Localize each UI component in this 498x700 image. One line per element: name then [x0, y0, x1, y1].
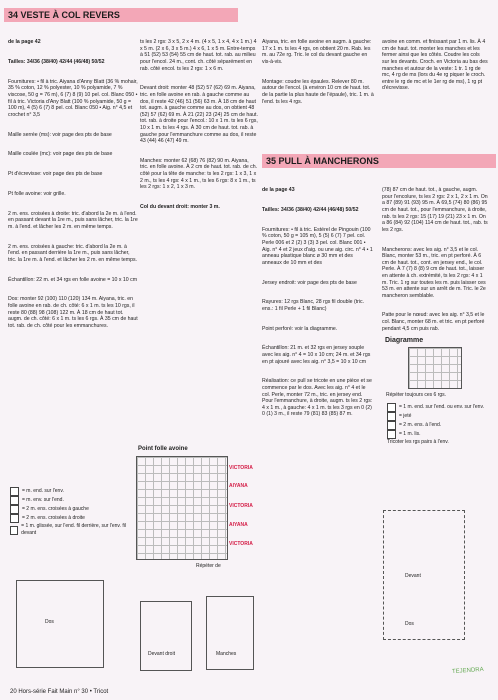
left-col2-block-3: Manches: monter 62 (68) 76 (82) 90 m. Aiyana, tric. en folle avoine. À 2 cm de haut. tot. rab. de ch. côté pour la tête de manche: ts les 2 rgs: 1 x 3, 1 x 2 m., ts les 4 rgs: 4 x 1 m., ts les 6 rgs: 8 x 1 m., ts les 2 rgs: 1 x 2, 1 x 3 m.	[140, 157, 259, 191]
right-realisation: Réalisation: ce pull se tricote en une pièce et se commence par le dos. Avec les aig. n° 4 et le col. Perle, monter 72 m., tric. en jersey end. Pour l'emmanchure, à droite, augm. ts les 2 rgs: 4 x 1 m., à gauche: 4 x 1 m. ts les 3 rgs en 0 (2) 0 (1) 3 m., il reste 79 (81) 83 (85) 87 m.	[262, 378, 374, 418]
folle-avoine-grid	[136, 456, 228, 560]
schema-pull-front	[383, 510, 465, 640]
legend-item: = jeté	[399, 413, 412, 419]
signature-watermark: TEJENDRA	[452, 666, 485, 676]
grid-label-2: AIYANA	[229, 483, 248, 489]
diagram-note: Répéter toujours ces 6 rgs.	[386, 392, 447, 398]
yarnover-symbol-icon	[387, 412, 396, 421]
grid-label-5: VICTORIA	[229, 541, 253, 547]
legend-item: = m. end. sur l'env.	[22, 488, 64, 494]
right-lower-column-1	[262, 174, 374, 669]
right-top-block-1: Aiyana, tric. en folle avoine en augm. à gauche: 17 x 1 m. ts les 4 rgs, on obtient 20 m. Rab. les m. au 72e rg. Tric. le col du devant gauche en vis-à-vis.	[262, 39, 373, 65]
left-stitch-4: Pt folle avoine: voir grille.	[8, 190, 66, 197]
right-lower-block-3: Patte pour le nœud: avec les aig. n° 3,5 et le col. Blanc, monter 68 m. et tric. en pt perforé pendant 4,5 cm puis rab.	[382, 312, 486, 332]
grid-footer: Répéter de	[196, 563, 221, 569]
right-source: de la page 43	[262, 187, 295, 194]
grid-title: Point folle avoine	[138, 446, 188, 452]
cross-right-symbol-icon	[10, 514, 19, 523]
right-jersey: Jersey endroit: voir page des pts de base	[262, 279, 357, 286]
left-col2-block-2: Devant droit: monter 48 (52) 57 (62) 69 m. Aiyana, tric. en folle avoine en rab. à gauche comme au dos, il reste 42 (46) 51 (56) 63 m. À 18 cm de haut tot. augm. à gauche comme au dos, on obtient 48 (52) 57 (62) 69 m. À 21 (22) 23 (24) 25 cm de haut. tot. rab. à droite pour l'encol.: 10 x 1 m. ts les 6 rgs, 10 x 1 m. ts les 4 rgs. À 30 cm de haut. tot. rab. à gauche pour l'emmanchure comme au dos, il reste 43 (44) 46 (47) 49 m.	[140, 85, 260, 145]
left-col2-block-4: Col du devant droit: monter 3 m.	[140, 204, 220, 211]
right-lower-block-2: Mancherons: avec les aig. n° 3,5 et le col. Blanc, monter 53 m., tric. en pt perforé. À 6 cm de haut. tot., cont. en jersey end., le col. Perle. À 7 (7) 8 (8) 9 cm de haut. tot., laisser en attente à ch. extrémité, ts les 2 rgs: 4 x 1 m. Tric. 1 rg sur toutes les m. puis laisser ces 53 m. en attente sur un arrêt de m. Tric. le 2e mancheron semblable.	[382, 246, 488, 299]
right-lower-block-1: (78) 87 cm de haut. tot., à gauche, augm. pour l'encolure, ts les 2 rgs: 2 x 1, 2 x 1 m. On a 87 (89) 91 (93) 95 m. À 69,5 (74) 80 (86) 95 cm de haut. tot., pour l'emmanchure, à droite, rab. ts les 2 rgs: 15 (17) 19 (21) 23 x 1 m. On a 86 (84) 92 (104) 114 cm de haut. tot., rab. ts les 2 rgs.	[382, 187, 490, 233]
schema-label-devant: Devant	[405, 573, 421, 579]
left-column-2	[140, 26, 258, 446]
left-supplies: Fournitures: • fil à tric. Aiyana d'Anny Blatt (36 % mohair, 35 % coton, 12 % polyester, 10 % polyamide, 7 % viscose, 50 g = 76 m), 6 (7) 8 (9) 10 pel. col. Blanc 050 • fil à tric. Victoria d'Any Blatt (100 % polyamide, 50 g = 100 m), 4 (5) 6 (7) 8 pel. col. Blanc 050 • Aig. n° 4,5 et crochet n° 3,5	[8, 78, 140, 118]
k2tog-symbol-icon	[387, 421, 396, 430]
left-stitch-5: 2 m. ens. croisées à droite: tric. d'abord la 2e m. à l'end. en passant devant la 1re m., puis sans lâcher, tric. la 1re m. à l'end. et lâcher les 2 m. en même temps.	[8, 210, 140, 230]
legend-item: = 1 m. end. sur l'end. ou env. sur l'env.	[399, 404, 484, 410]
right-gauge: Échantillon: 21 m. et 32 rgs en jersey souple avec les aig. n° 4 = 10 x 10 cm; 24 m. et 34 rgs en pt ajouré avec les aig. n° 3,5 = 10 x 10 cm	[262, 345, 372, 365]
left-section-title: 34 VESTE À COL REVERS	[4, 8, 238, 22]
schema-label-dos-right: Dos	[405, 621, 414, 627]
legend-item: = 1 m. glissée, sur l'end. fil derrière, sur l'env. fil devant	[21, 523, 126, 536]
page-footer: 20 Hors-série Fait Main n° 30 • Tricot	[10, 689, 109, 695]
left-stitch-3: Pt d'écrevisse: voir page des pts de base	[8, 171, 103, 178]
right-point: Point perforé: voir la diagramme.	[262, 325, 338, 332]
right-section-title: 35 PULL À MANCHERONS	[262, 154, 496, 168]
right-top-block-2: Montage: coudre les épaules. Relever 80 m. autour de l'encol. (à environ 10 cm de haut. tot. de la partie la plus haute de l'épaule), tric. 1 m. à l'end. ts les 4 rgs.	[262, 78, 376, 105]
knit-symbol-icon	[387, 403, 396, 412]
grid-label-3: VICTORIA	[229, 503, 253, 509]
left-stitch-2: Maille coulée (mc): voir page des pts de base	[8, 151, 113, 158]
right-top-block-3: avoine en comm. et finissant par 1 m. lis. À 4 cm de haut. tot. monter les manches et les fermer ainsi que les côtés. Coudre les cols sur les devants. Croch. en Victoria au bas des manches et autour de la veste: 1 tr. 1 rg de mc, 4 rg de ms (lors du 4e rg piquer le croch. entre le rg de mc et le 1er rg de ms), 1 rg pt d'écrevisse.	[382, 39, 490, 92]
right-stripes: Rayures: 12 rgs Blanc, 28 rgs fil double (tric. ens.: 1 fil Perle + 1 fil Blanc)	[262, 299, 366, 312]
legend-item: = 2 m. ens. croisées à droite	[22, 515, 85, 521]
cross-left-symbol-icon	[10, 505, 19, 514]
knit-symbol-icon	[10, 496, 19, 505]
legend-item: = 2 m. ens. croisées à gauche	[22, 506, 89, 512]
schema-manches	[206, 596, 254, 670]
legend-item: = 2 m. ens. à l'end.	[399, 422, 442, 428]
diagram-title: Diagramme	[385, 337, 424, 344]
right-column-1	[262, 26, 374, 146]
slip-stitch-symbol-icon	[10, 526, 18, 535]
left-stitch-1: Maille serrée (ms): voir page des pts de base	[8, 131, 112, 138]
lace-legend	[387, 403, 487, 446]
stitch-legend	[10, 487, 128, 537]
schema-dos	[16, 580, 104, 668]
right-lower-column-2	[382, 174, 490, 332]
grid-label-1: VICTORIA	[229, 465, 253, 471]
right-supplies: Fournitures: • fil à tric. Estérel de Pingouin (100 % coton, 50 g = 105 m), 5 (5) 6 (7) 7 pel. col. Perle 006 et 2 (2) 3 (3) 3 pel. col. Blanc 001 • Aig. n° 4 et 2 jeux d'aig. ou une aig. circ. n° 4 • 1 anneau plastique blanc ø 30 mm et des anneaux de 10 mm et des	[262, 226, 375, 266]
right-column-2	[382, 26, 488, 146]
schema-label-devant-droit: Devant droit	[148, 651, 175, 657]
legend-item: = m. env. sur l'end.	[22, 497, 64, 503]
purl-symbol-icon	[10, 487, 19, 496]
left-col2-block-1: ts les 2 rgs: 3 x 5, 2 x 4 m. (4 x 5, 1 x 4, 4 x 1 m.) 4 x 5 m. (2 x 6, 3 x 5 m.) 4 x 6, 1 x 5 m. Entre-temps à 51 (52) 53 (54) 55 cm de haut. tot. rab. au milieu pour l'encol. 24 m., cont. ch. côté séparément en rab. côté encol. ts les 2 rgs: 1 x 6 m.	[140, 39, 258, 72]
legend-item: Tricoter les rgs pairs à l'env.	[387, 439, 449, 445]
legend-item: = 1 m. lis.	[399, 431, 421, 437]
schema-label-dos: Dos	[45, 619, 54, 625]
left-source: de la page 42	[8, 39, 41, 46]
selvedge-symbol-icon	[387, 430, 396, 439]
schema-label-manches: Manches	[216, 651, 237, 657]
grid-label-4: AIYANA	[229, 522, 248, 528]
left-back: Dos: monter 92 (100) 110 (120) 134 m. Aiyana, tric. en folle avoine en rab. de ch. côté: 6 x 1 m. ts les 10 rgs, il reste 80 (88) 98 (108) 122 m. À 18 cm de haut tot. augm. de ch. côté: 6 x 1 m. ts les 6 rgs. À 35 cm de haut tot. rab. de ch. côté pour les emmanchures.	[8, 296, 140, 329]
schema-devant-droit	[140, 601, 192, 671]
left-gauge: Échantillon: 22 m. et 34 rgs en folle avoine = 10 x 10 cm	[8, 276, 138, 283]
lace-diagram	[408, 347, 462, 389]
left-stitch-6: 2 m. ens. croisées à gauche: tric. d'abord la 2e m. à l'end. en passant derrière la 1re m., puis sans lâcher, tric. la 1re m. à l'end. et lâcher les 2 m. en même temps.	[8, 243, 137, 263]
left-column-1	[8, 26, 138, 466]
right-sizes: Tailles: 34/36 (38/40) 42/44 (46/48) 50/52	[262, 206, 359, 213]
left-sizes: Tailles: 34/36 (38/40) 42/44 (46/48) 50/52	[8, 58, 105, 65]
